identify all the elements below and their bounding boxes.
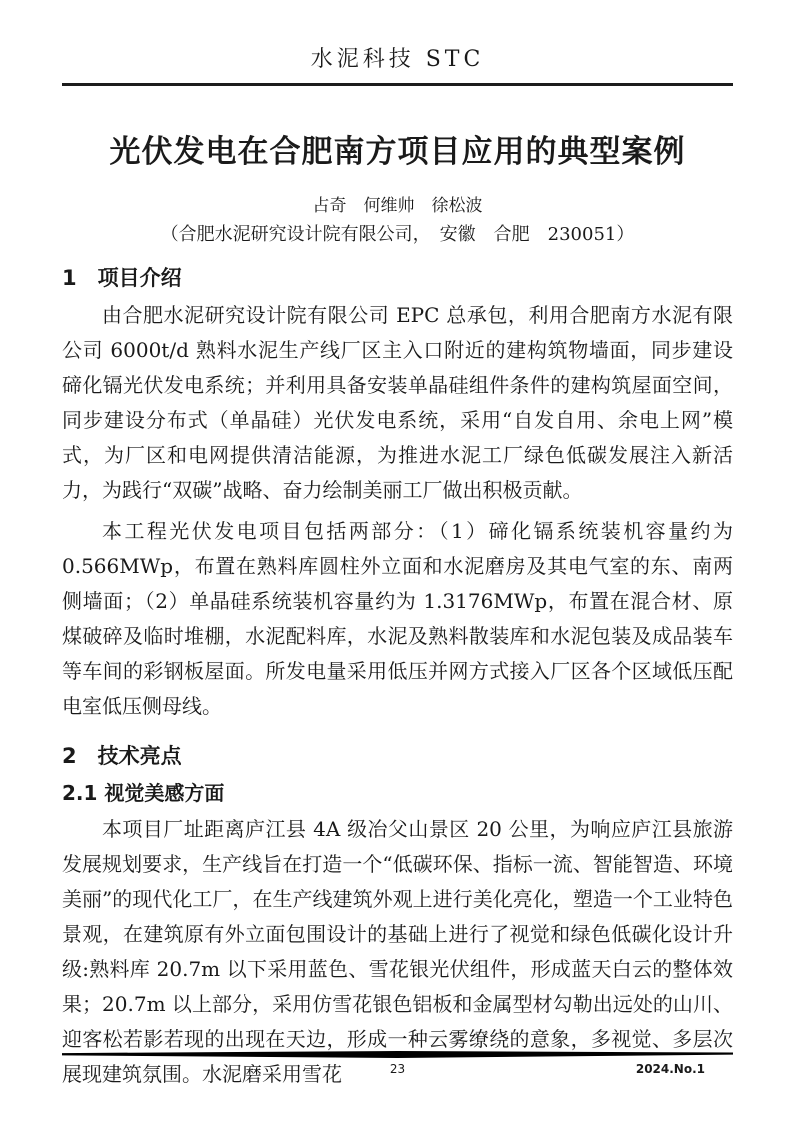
section-heading-2: 2 技术亮点 — [62, 744, 182, 768]
section-heading-1: 1 项目介绍 — [62, 266, 182, 290]
footer — [62, 1060, 733, 1080]
paragraph-1-1: 由合肥水泥研究设计院有限公司 EPC 总承包，利用合肥南方水泥有限公司 6000t/d 熟料水泥生产线厂区主入口附近的建构筑物墙面，同步建设碲化镉光伏发电系统；并利用具备安装单晶硅组件条件的建构筑屋面空间，同步建设分布式（单晶硅）光伏发电系统，采用“自发自用、余电上网”模式，为厂区和电网提供清洁能源，为推进水泥工厂绿色低碳发展注入新活力，为践行“双碳”战略、奋力绘制美丽工厂做出积极贡献。 — [62, 303, 733, 502]
page-number: 23 — [389, 1062, 406, 1076]
paragraph-2-1: 本项目厂址距离庐江县 4A 级冶父山景区 20 公里，为响应庐江县旅游发展规划要求，生产线旨在打造一个“低碳环保、指标一流、智能智造、环境美丽”的现代化工厂，在生产线建筑外观上进行美化亮化，塑造一个工业特色景观，在建筑原有外立面包围设计的基础上进行了视觉和绿色低碳化设计升级:熟料库 20.7m 以下采用蓝色、雪花银光伏组件，形成蓝天白云的整体效果；20.7m 以上部分，采用仿雪花银色铝板和金属型材勾勒出远处的山川、迎客松若影若现的出现在天边，形成一种云雾缭绕的意象，多视觉、多层次展现建筑氛围。水泥磨采用雪花 — [62, 817, 733, 1086]
authors-line: 占奇 何维帅 徐松波 — [312, 196, 483, 216]
header-rule — [62, 83, 733, 86]
affiliation-line: （合肥水泥研究设计院有限公司， 安徽 合肥 230051） — [160, 224, 635, 245]
issue-label: 2024.No.1 — [635, 1062, 705, 1076]
journal-header: 水泥科技 STC — [310, 47, 485, 72]
page-content — [62, 0, 733, 1092]
article-title: 光伏发电在合肥南方项目应用的典型案例 — [109, 134, 686, 170]
paragraph-1-2: 本工程光伏发电项目包括两部分：（1）碲化镉系统装机容量约为 0.566MWp，布置在熟料库圆柱外立面和水泥磨房及其电气室的东、南两侧墙面；（2）单晶硅系统装机容量约为 1.3176MWp，布置在混合材、原煤破碎及临时堆棚，水泥配料库，水泥及熟料散装库和水泥包装及成品装车等车间的彩钢板屋面。所发电量采用低压并网方式接入厂区各个区域低压配电室低压侧母线。 — [62, 519, 733, 718]
subsection-heading-2-1: 2.1 视觉美感方面 — [62, 781, 225, 805]
